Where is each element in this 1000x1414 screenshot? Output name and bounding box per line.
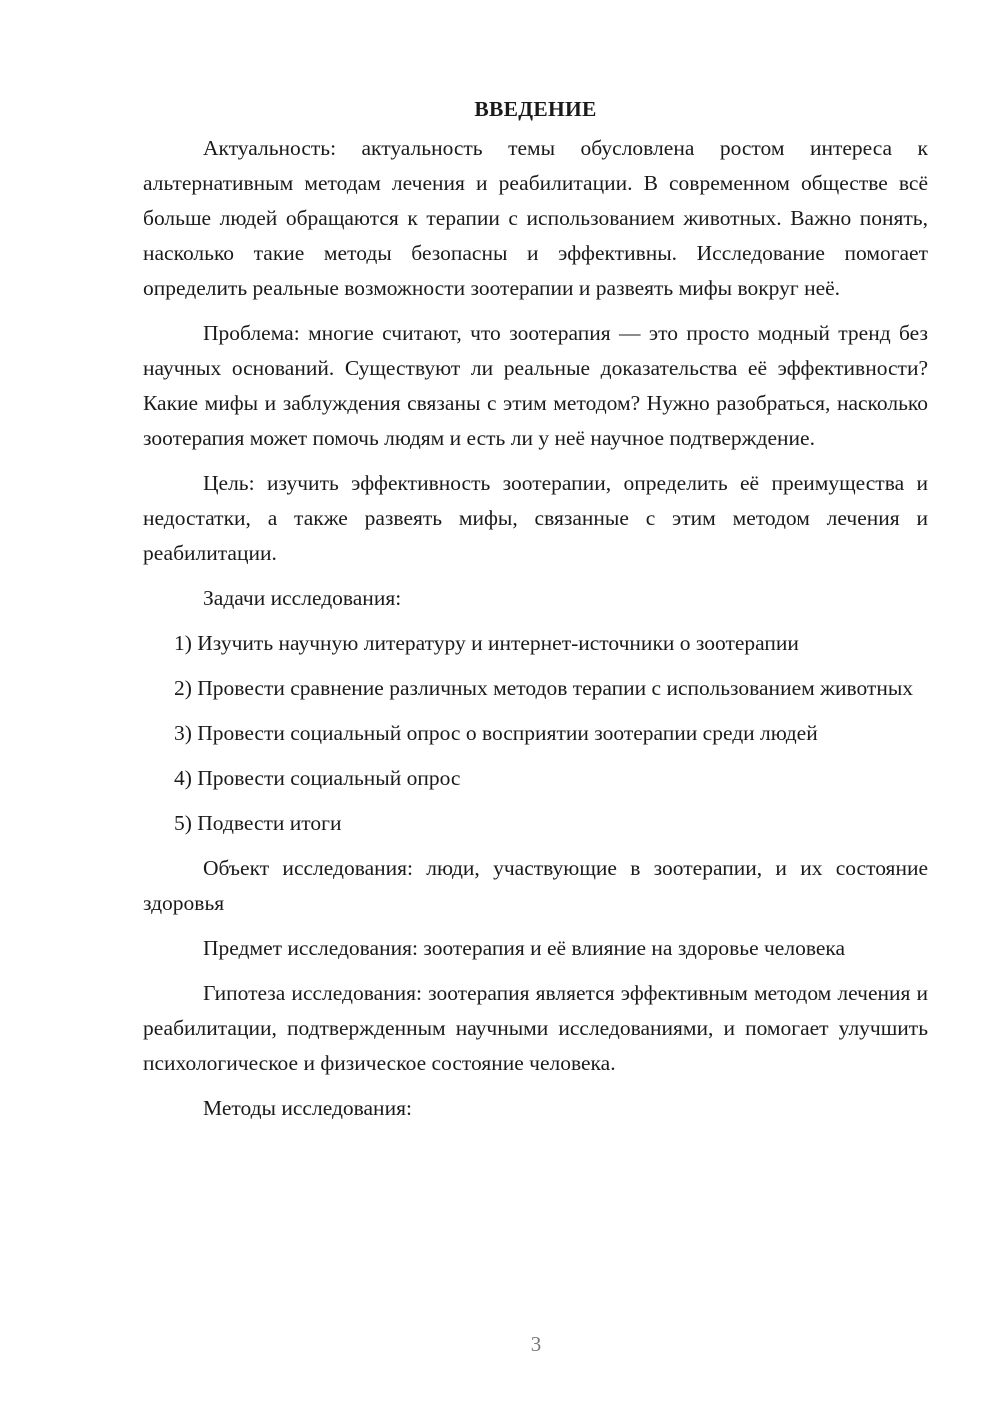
tasks-heading: Задачи исследования: [203, 586, 402, 610]
goal-paragraph: Цель: изучить эффективность зоотерапии, определить её преимущества и недостатки, а также развеять мифы, связанные с этим методом лечения и реабилитации. [143, 471, 928, 565]
task-item-2: 2) Провести сравнение различных методов терапии с использованием животных [174, 676, 914, 700]
object-paragraph: Объект исследования: люди, участвующие в зоотерапии, и их состояние здоровья [143, 856, 928, 915]
hypothesis-paragraph: Гипотеза исследования: зоотерапия является эффективным методом лечения и реабилитации, подтвержденным научными исследованиями, и помогает улучшить психологическое и физическое состояние человека. [143, 981, 928, 1075]
task-item-1: 1) Изучить научную литературу и интернет-источники о зоотерапии [174, 631, 799, 655]
task-item-4: 4) Провести социальный опрос [174, 766, 461, 790]
task-item-3: 3) Провести социальный опрос о восприятии зоотерапии среди людей [174, 721, 818, 745]
task-item-5: 5) Подвести итоги [174, 811, 342, 835]
document-page [143, 92, 928, 1136]
subject-paragraph: Предмет исследования: зоотерапия и её влияние на здоровье человека [203, 936, 846, 960]
methods-heading: Методы исследования: [203, 1096, 412, 1120]
relevance-paragraph: Актуальность: актуальность темы обусловлена ростом интереса к альтернативным методам лечения и реабилитации. В современном обществе всё больше людей обращаются к терапии с использованием животных. Важно понять, насколько такие методы безопасны и эффективны. Исследование помогает определить реальные возможности зоотерапии и развеять мифы вокруг неё. [143, 136, 928, 300]
section-title: ВВЕДЕНИЕ [474, 97, 597, 121]
page-number: 3 [530, 1332, 542, 1356]
problem-paragraph: Проблема: многие считают, что зоотерапия — это просто модный тренд без научных оснований. Существуют ли реальные доказательства её эффективности? Какие мифы и заблуждения связаны с этим методом? Нужно разобраться, насколько зоотерапия может помочь людям и есть ли у неё научное подтверждение. [143, 321, 928, 450]
